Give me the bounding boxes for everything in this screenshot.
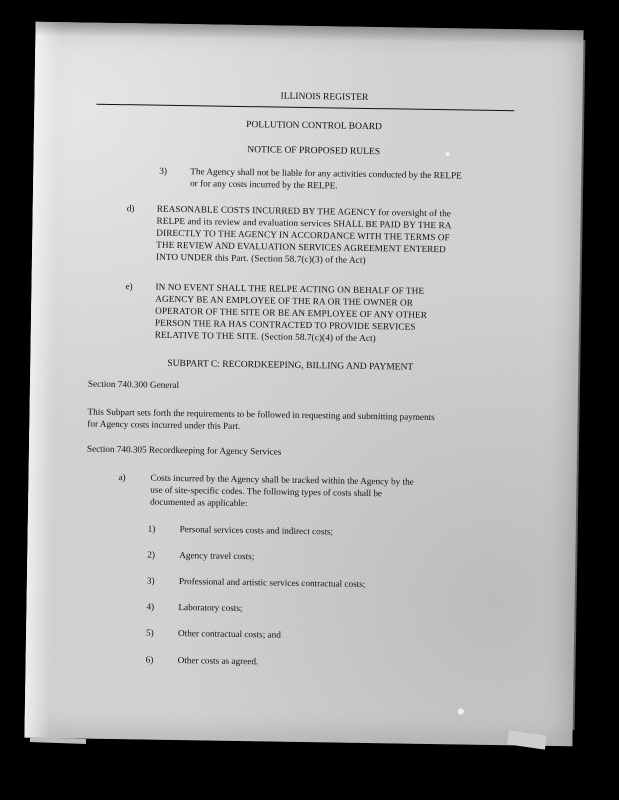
board-title: POLLUTION CONTROL BOARD (246, 120, 383, 133)
list-item-text: Personal services costs and indirect costs; (179, 524, 334, 537)
scan-speck (446, 152, 450, 156)
item-3-number: 3) (159, 165, 168, 176)
header-rule (96, 104, 514, 112)
list-item-number: 4) (146, 601, 155, 612)
item-e-line: AGENCY BE AN EMPLOYEE OF THE RA OR THE OWNER OR (155, 293, 414, 308)
list-item-text: Other costs as agreed. (177, 655, 259, 667)
scan-speck (458, 708, 464, 714)
item-3-line: The Agency shall not be liable for any activities conducted by the RELPE (190, 166, 462, 181)
item-d-line: RELPE and its review and evaluation services SHALL BE PAID BY THE RA (156, 215, 452, 231)
list-item-text: Other contractual costs; and (177, 628, 281, 640)
item-d-label: d) (126, 203, 135, 214)
section-305-title: Section 740.305 Recordkeeping for Agency Services (86, 443, 282, 457)
item-d-line: REASONABLE COSTS INCURRED BY THE AGENCY for oversight of the (156, 203, 452, 219)
list-item-number: 5) (145, 627, 154, 638)
list-item-number: 2) (147, 549, 156, 560)
item-e-line: OPERATOR OF THE SITE OR BE AN EMPLOYEE OF ANY OTHER (155, 305, 428, 320)
list-item-number: 3) (146, 575, 155, 586)
item-d-line: INTO UNDER this Part. (Section 58.7(c)(3) of the Act) (155, 251, 366, 265)
list-item-text: Laboratory costs; (178, 602, 243, 614)
list-item-text: Agency travel costs; (179, 550, 255, 562)
item-e-line: IN NO EVENT SHALL THE RELPE ACTING ON BEHALF OF THE (155, 281, 425, 296)
document-page (24, 22, 583, 747)
list-item-number: 6) (145, 654, 154, 665)
subpart-heading: SUBPART C: RECORDKEEPING, BILLING AND PAYMENT (167, 358, 414, 373)
section-305-item-a-line: documented as applicable: (150, 496, 248, 509)
item-d-line: THE REVIEW AND EVALUATION SERVICES AGREEMENT ENTERED (156, 239, 446, 255)
list-item-text: Professional and artistic services contractual costs; (178, 576, 366, 589)
item-3-line: or for any costs incurred by the RELPE. (190, 178, 338, 191)
notice-title: NOTICE OF PROPOSED RULES (247, 145, 381, 158)
item-e-line: RELATIVE TO THE SITE. (Section 58.7(c)(4) of the Act) (154, 329, 376, 344)
item-e-line: PERSON THE RA HAS CONTRACTED TO PROVIDE SERVICES (154, 317, 416, 332)
list-item-number: 1) (147, 523, 156, 534)
section-305-item-a-line: Costs incurred by the Agency shall be tracked within the Agency by the (150, 472, 414, 487)
item-d-line: DIRECTLY TO THE AGENCY IN ACCORDANCE WITH THE TERMS OF (156, 227, 450, 243)
section-305-item-a-label: a) (118, 472, 126, 483)
register-header: ILLINOIS REGISTER (280, 91, 369, 103)
section-300-line: This Subpart sets forth the requirements to be followed in requesting and submitting payments (87, 406, 435, 423)
item-e-label: e) (125, 281, 133, 292)
section-300-title: Section 740.300 General (87, 378, 180, 391)
section-300-line: for Agency costs incurred under this Part. (87, 418, 241, 432)
section-305-item-a-line: use of site-specific codes. The following types of costs shall be (150, 484, 383, 499)
